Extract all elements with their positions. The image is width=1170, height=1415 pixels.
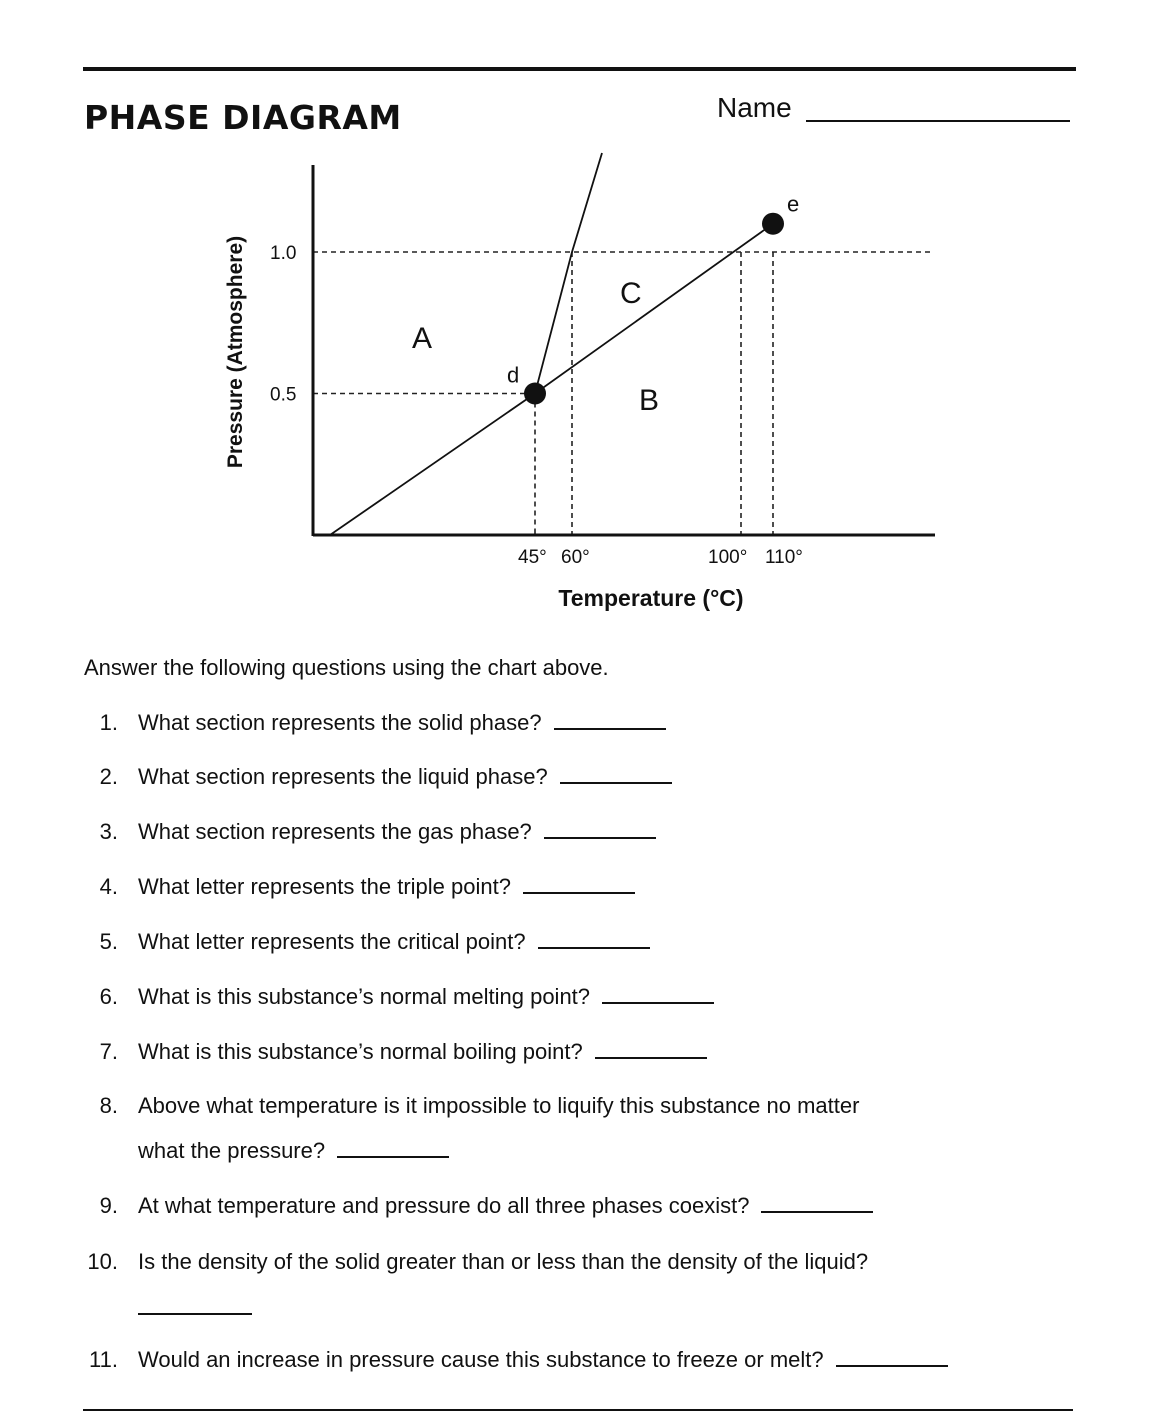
- region-label-B: B: [639, 384, 660, 417]
- question-text: What letter represents the critical point?: [138, 929, 526, 954]
- question-text: What is this substance’s normal boiling point?: [138, 1039, 583, 1064]
- question-text: Above what temperature is it impossible to liquify this substance no matter: [138, 1093, 860, 1118]
- question-number: 5.: [99, 929, 118, 954]
- instructions: Answer the following questions using the chart above.: [84, 655, 609, 680]
- question-number: 11.: [89, 1347, 118, 1372]
- region-label-A: A: [412, 322, 433, 355]
- name-label: Name: [717, 92, 792, 123]
- y-tick-label: 1.0: [270, 243, 297, 264]
- answer-blank[interactable]: [544, 836, 656, 839]
- question-number: 3.: [99, 819, 118, 844]
- question-text: what the pressure?: [138, 1138, 326, 1163]
- phase-diagram-chart: [0, 0, 1170, 640]
- region-label-C: C: [620, 277, 642, 310]
- y-tick-label: 0.5: [270, 384, 297, 406]
- vaporization-curve: [330, 224, 773, 535]
- answer-blank[interactable]: [602, 1001, 714, 1004]
- page-title: PHASE DIAGRAM: [84, 98, 402, 137]
- question-number: 2.: [99, 764, 118, 789]
- point-e: [762, 213, 784, 235]
- question-number: 8.: [99, 1093, 118, 1118]
- answer-blank[interactable]: [836, 1364, 948, 1367]
- question-number: 9.: [99, 1193, 118, 1218]
- point-label-e: e: [787, 191, 800, 217]
- question-text: Is the density of the solid greater than or less than the density of the liquid?: [138, 1249, 869, 1274]
- y-axis-label: Pressure (Atmosphere): [224, 235, 247, 469]
- question-text: What letter represents the triple point?: [138, 874, 511, 899]
- question-text: Would an increase in pressure cause this substance to freeze or melt?: [138, 1347, 824, 1372]
- x-tick-label: 45°: [518, 547, 547, 568]
- x-axis-label: Temperature (°C): [558, 585, 744, 611]
- question-number: 1.: [99, 710, 118, 735]
- x-tick-label: 60°: [561, 547, 590, 568]
- answer-blank[interactable]: [538, 946, 650, 949]
- point-label-d: d: [507, 362, 520, 388]
- question-text: At what temperature and pressure do all three phases coexist?: [138, 1193, 750, 1218]
- question-text: What section represents the gas phase?: [138, 819, 532, 844]
- answer-blank[interactable]: [554, 727, 666, 730]
- question-number: 10.: [87, 1249, 118, 1274]
- melting-curve: [535, 153, 602, 394]
- x-tick-label: 100°: [708, 547, 748, 568]
- question-text: What section represents the solid phase?: [138, 710, 542, 735]
- answer-blank[interactable]: [138, 1313, 252, 1315]
- question-text: What section represents the liquid phase?: [138, 764, 548, 789]
- answer-blank[interactable]: [337, 1155, 449, 1158]
- question-number: 4.: [99, 874, 118, 899]
- answer-blank[interactable]: [523, 891, 635, 894]
- x-tick-label: 110°: [765, 547, 803, 568]
- question-number: 7.: [99, 1039, 118, 1064]
- answer-blank[interactable]: [595, 1056, 707, 1059]
- answer-blank[interactable]: [761, 1210, 873, 1213]
- question-text: What is this substance’s normal melting point?: [138, 984, 591, 1009]
- point-d: [524, 383, 546, 405]
- answer-blank[interactable]: [560, 781, 672, 784]
- question-number: 6.: [99, 984, 118, 1009]
- bottom-rule: [83, 1409, 1073, 1411]
